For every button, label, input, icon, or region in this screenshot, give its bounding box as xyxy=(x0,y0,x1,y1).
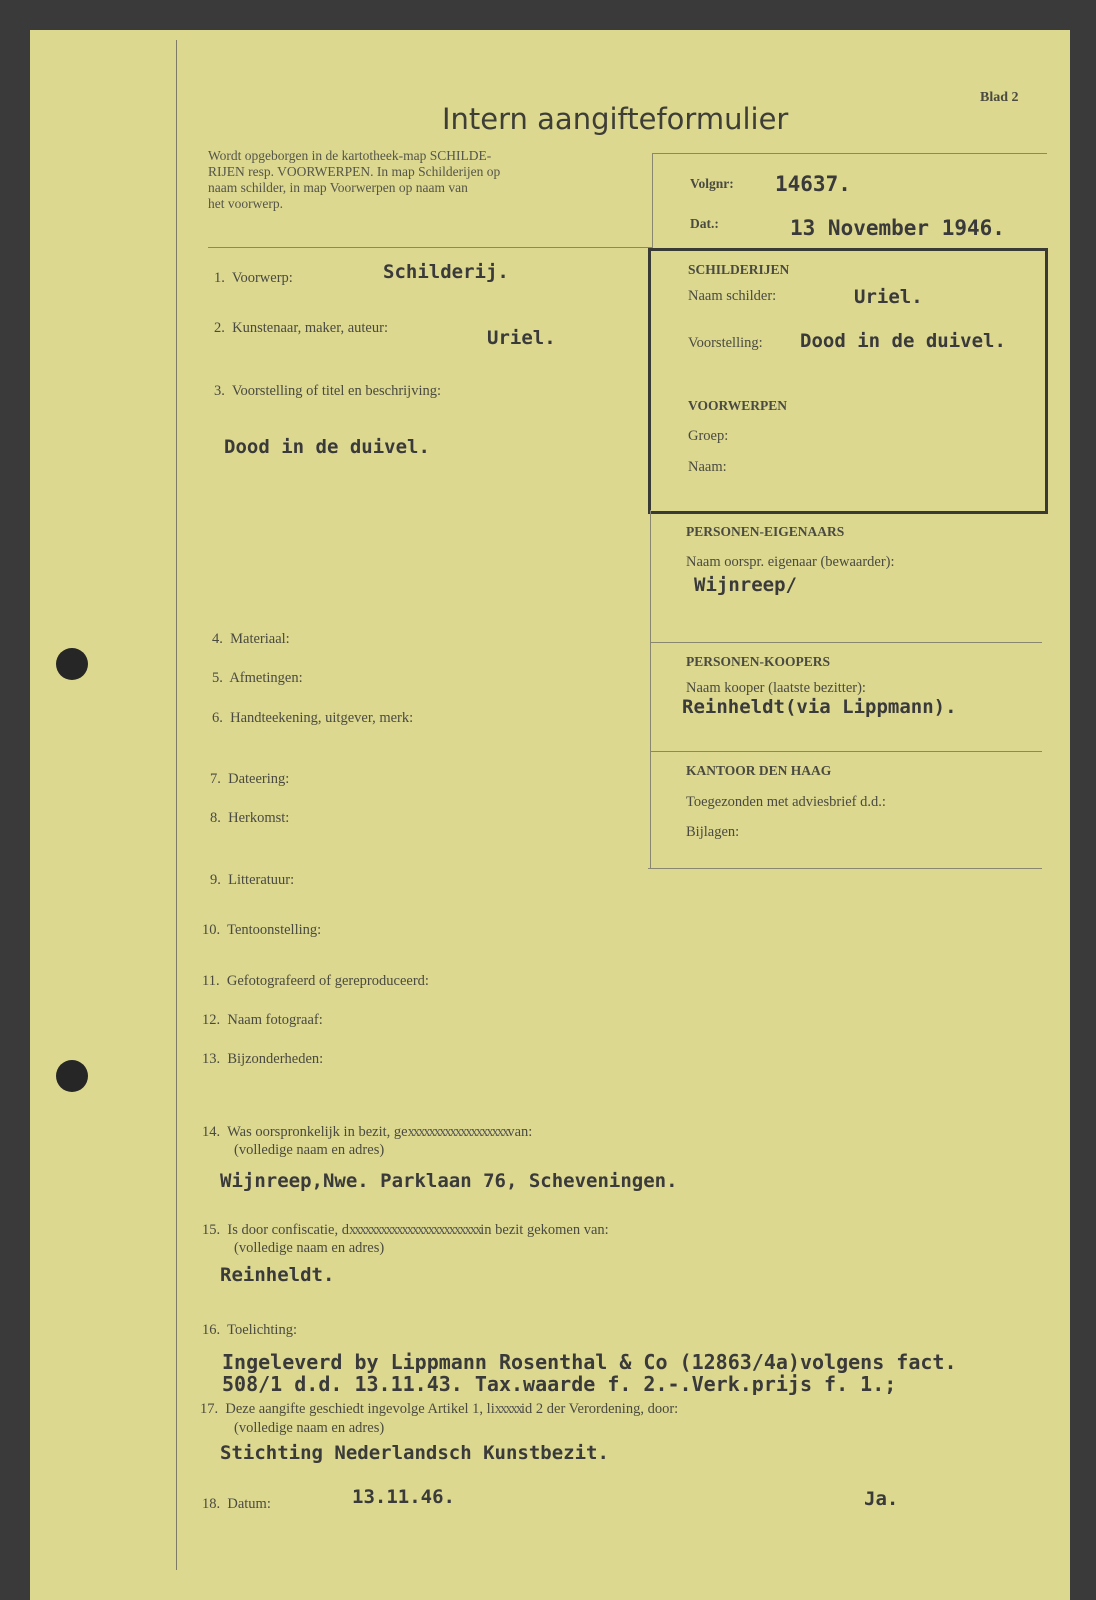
punch-hole-bottom xyxy=(56,1060,88,1092)
form-title: Intern aangifteformulier xyxy=(442,102,789,136)
volgnr-top-rule xyxy=(652,153,1047,154)
item-4: 4. Materiaal: xyxy=(212,631,290,647)
kooper-label: Naam kooper (laatste bezitter): xyxy=(686,680,866,696)
item-9: 9. Litteratuur: xyxy=(210,872,295,888)
kooper-value: Reinheldt(via Lippmann). xyxy=(682,696,957,718)
kunstenaar-value: Uriel. xyxy=(487,327,556,349)
eigenaars-bottom-rule xyxy=(650,642,1042,643)
ja-value: Ja. xyxy=(864,1488,899,1510)
toelichting-line-2: 508/1 d.d. 13.11.43. Tax.waarde f. 2.-.Verk.prijs f. 1.; xyxy=(222,1372,897,1396)
item-16: 16. Toelichting: xyxy=(202,1322,297,1338)
oorspronkelijk-bezit-value: Wijnreep,Nwe. Parklaan 76, Scheveningen. xyxy=(220,1170,678,1192)
item-8: 8. Herkomst: xyxy=(210,810,290,826)
item-7: 7. Dateering: xyxy=(210,771,290,787)
volgnr-value: 14637. xyxy=(775,172,851,196)
eigenaars-heading: PERSONEN-EIGENAARS xyxy=(686,524,845,539)
koopers-heading: PERSONEN-KOOPERS xyxy=(686,654,831,669)
kantoor-bottom-rule xyxy=(648,868,1042,869)
item-11: 11. Gefotografeerd of gereproduceerd: xyxy=(202,973,429,989)
item-10: 10. Tentoonstelling: xyxy=(202,922,322,938)
eigenaar-value: Wijnreep/ xyxy=(694,574,797,596)
groep-label: Groep: xyxy=(688,428,729,444)
item-5: 5. Afmetingen: xyxy=(212,670,303,686)
naam-schilder-label: Naam schilder: xyxy=(688,288,777,304)
confiscatie-value: Reinheldt. xyxy=(220,1264,335,1286)
toelichting-line-1: Ingeleverd by Lippmann Rosenthal & Co (12863/4a)volgens fact. xyxy=(222,1350,957,1374)
voorstelling-value: Dood in de duivel. xyxy=(800,330,1006,352)
item-15-sub: (volledige naam en adres) xyxy=(234,1240,385,1256)
item-15: 15. Is door confiscatie, dxxxxxxxxxxxxxxxxxxxxxxxxxin bezit gekomen van: xyxy=(202,1222,609,1238)
koopers-bottom-rule xyxy=(650,751,1042,752)
adviesbrief-label: Toegezonden met adviesbrief d.d.: xyxy=(686,794,886,810)
kantoor-heading: KANTOOR DEN HAAG xyxy=(686,763,832,778)
item-1: 1. Voorwerp: xyxy=(214,270,293,286)
form-sheet xyxy=(30,30,1070,1600)
voorwerp-naam-label: Naam: xyxy=(688,459,727,475)
struck-text-14: xxxxxxxxxxxxxxxxxxx xyxy=(407,1124,508,1140)
schilderijen-heading: SCHILDERIJEN xyxy=(688,262,790,277)
voorwerp-value: Schilderij. xyxy=(383,261,509,283)
dat-label: Dat.: xyxy=(690,216,719,231)
item-12: 12. Naam fotograaf: xyxy=(202,1012,323,1028)
item-2: 2. Kunstenaar, maker, auteur: xyxy=(214,320,388,336)
item-14-sub: (volledige naam en adres) xyxy=(234,1142,385,1158)
naam-schilder-value: Uriel. xyxy=(854,286,923,308)
item-3: 3. Voorstelling of titel en beschrijving: xyxy=(214,383,442,399)
bijlagen-label: Bijlagen: xyxy=(686,824,740,840)
struck-text-17: xxxxx xyxy=(494,1401,521,1417)
dat-value: 13 November 1946. xyxy=(790,216,1005,240)
titel-value: Dood in de duivel. xyxy=(224,436,430,458)
item-13: 13. Bijzonderheden: xyxy=(202,1051,324,1067)
struck-text-15: xxxxxxxxxxxxxxxxxxxxxxxxx xyxy=(348,1222,481,1238)
instruction-text: Wordt opgeborgen in de kartotheek-map SCHILDE- RIJEN resp. VOORWERPEN. In map Schilderijen op naam schilder, in map Voorwerpen op naam van het voorwerp. xyxy=(208,148,501,211)
datum-value: 13.11.46. xyxy=(352,1486,455,1508)
aangifte-door-value: Stichting Nederlandsch Kunstbezit. xyxy=(220,1442,609,1464)
volgnr-left-rule xyxy=(652,153,653,248)
volgnr-label: Volgnr: xyxy=(690,176,734,191)
margin-line xyxy=(176,40,177,1570)
voorstelling-label: Voorstelling: xyxy=(688,335,763,351)
eigenaar-label: Naam oorspr. eigenaar (bewaarder): xyxy=(686,554,895,570)
item-18: 18. Datum: xyxy=(202,1496,271,1512)
item-17: 17. Deze aangifte geschiedt ingevolge Artikel 1, lixxxxxid 2 der Verordening, door: xyxy=(200,1401,679,1417)
voorwerpen-heading: VOORWERPEN xyxy=(688,398,788,413)
header-rule xyxy=(208,247,652,248)
item-6: 6. Handteekening, uitgever, merk: xyxy=(212,710,414,726)
punch-hole-top xyxy=(56,648,88,680)
item-17-sub: (volledige naam en adres) xyxy=(234,1420,385,1436)
sheet-number: Blad 2 xyxy=(980,90,1019,105)
item-14: 14. Was oorspronkelijk in bezit, gexxxxxxxxxxxxxxxxxxxvan: xyxy=(202,1124,533,1140)
right-box-left-rule xyxy=(650,510,651,868)
